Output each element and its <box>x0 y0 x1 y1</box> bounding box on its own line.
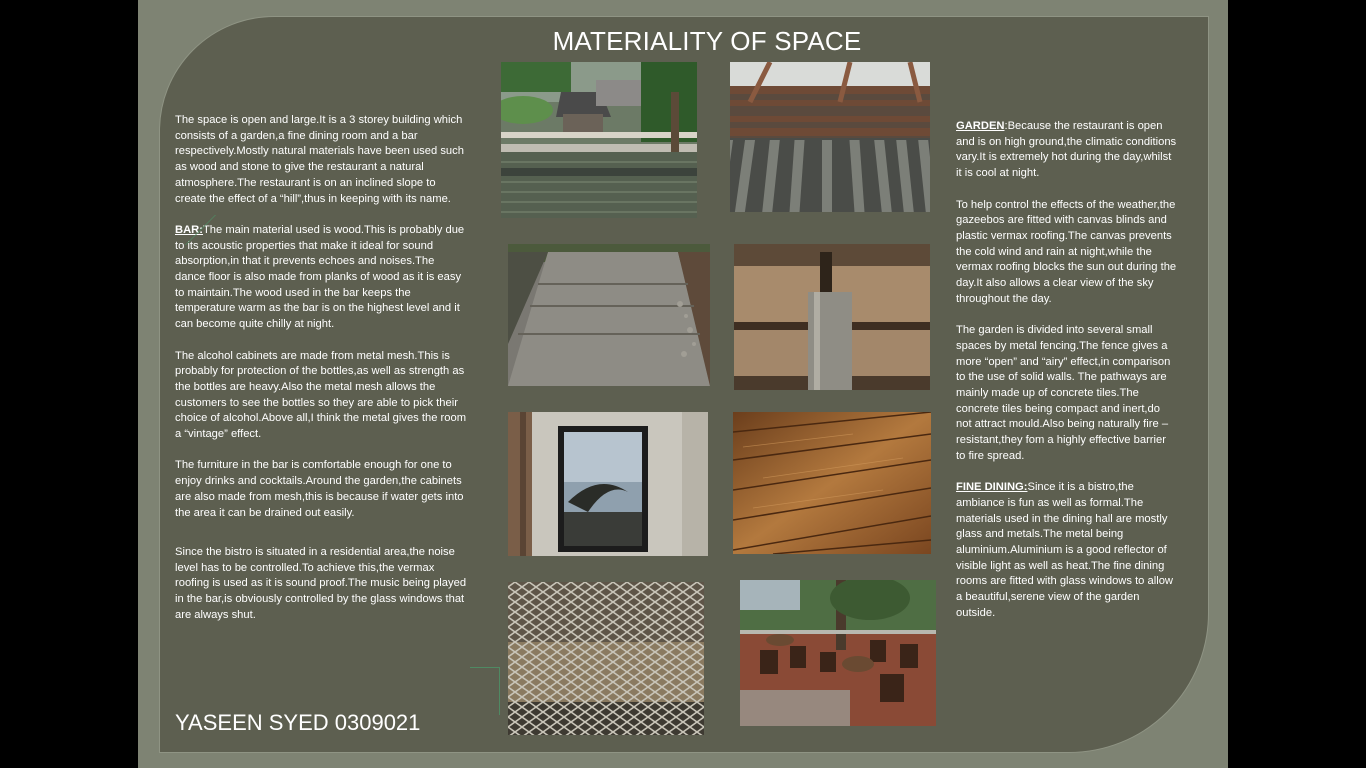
author-label: YASEEN SYED 0309021 <box>175 710 421 735</box>
bar-heading: BAR: <box>175 223 203 236</box>
page-title: MATERIALITY OF SPACE <box>552 26 862 56</box>
photo-wood-floor <box>733 412 931 554</box>
photo-concrete-path <box>508 244 710 386</box>
furniture-paragraph: The furniture in the bar is comfortable enough for one to enjoy drinks and cocktails.Around the garden,the cabinets are also made from mesh,this is because if water gets into the area it can be drained out easily. <box>175 459 464 519</box>
photo-wooden-post <box>734 244 930 390</box>
cabinets-paragraph: The alcohol cabinets are made from metal mesh.This is probably for protection of the bottles,as well as strength as the bottles are heavy.Also the metal mesh allows the customers to see the bottles so they are able to pick their choice of alcohol.Above all,I think the metal gives the room a “vintage” effect. <box>175 349 467 441</box>
photo-window <box>508 412 708 556</box>
dining-paragraph <box>956 480 1178 621</box>
photo-garden-seating <box>740 580 936 726</box>
right-text-column <box>956 119 1178 637</box>
garden-text: :Because the restaurant is open and is on high ground,the climatic conditions vary.It is extremely hot during the day,whilst it is cool at night. <box>956 120 1177 180</box>
bar-text: The main material used is wood.This is probably due to its acoustic properties that make it ideal for sound absorption,in that it prevents echoes and noises.The dance floor is also made from planks of wood as it is easy to maintain.The wood used in the bar keeps the temperature warm as the bar is on the highest level and it can become quite chilly at night. <box>175 223 465 331</box>
garden-heading: GARDEN <box>956 120 1005 132</box>
fencing-paragraph: The garden is divided into several small spaces by metal fencing.The fence gives a more “open” and “airy” effect,in comparison to the use of solid walls. The pathways are mainly made up of concrete tiles.The concrete tiles being compact and inert,do not attract mould.Also being naturally fire –resistant,they fom a highly effective barrier to fire spread. <box>956 324 1171 462</box>
left-text-column <box>175 113 467 639</box>
garden-paragraph <box>956 119 1178 182</box>
intro-paragraph: The space is open and large.It is a 3 storey building which consists of a garden,a fine dining room and a bar respectively.Mostly natural materials have been used such as wood and stone to give the restaurant a natural atmosphere.The restaurant is on an inclined slope to create the effect of a “hill”,thus in keeping with its name. <box>175 114 464 205</box>
photo-roof-beams <box>730 62 930 212</box>
dining-text: Since it is a bistro,the ambiance is fun as well as formal.The materials used in the dining hall are mostly glass and metals.The metal being aluminium.Aluminium is a good reflector of visible light as well as heat.The fine dining rooms are fitted with glass windows to allow a beautiful,serene view of the garden outside. <box>956 481 1174 619</box>
photo-garden-terrace <box>501 62 697 218</box>
noise-paragraph: Since the bistro is situated in a residential area,the noise level has to be controlled.To achieve this,the vermax roofing is used as it is sound proof.The music being played in the bar,is obviously controlled by the glass windows that are always shut. <box>175 545 467 621</box>
dining-heading: FINE DINING: <box>956 481 1028 494</box>
weather-paragraph: To help control the effects of the weather,the gazeebos are fitted with canvas blinds and plastic vermax roofing.The canvas prevents the cold wind and rain at night,while the vermax roofing blocks the sun out during the day.It also allows a clear view of the sky throughout the day. <box>956 198 1177 305</box>
connector-line <box>470 667 500 715</box>
photo-metal-mesh <box>508 582 704 735</box>
